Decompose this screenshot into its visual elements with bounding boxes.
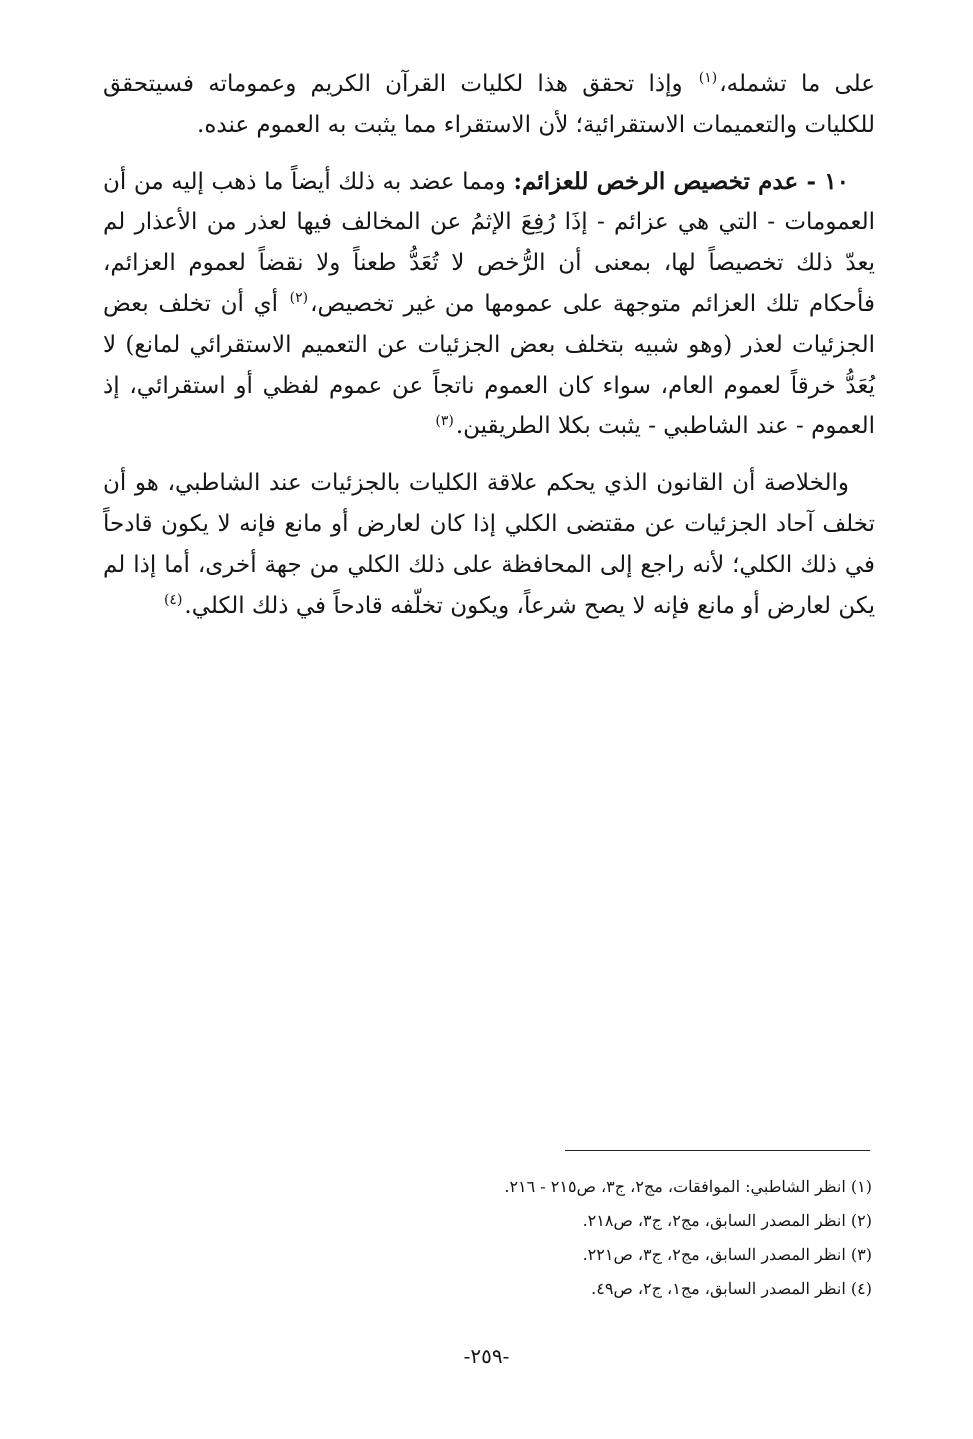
footnote-separator [565,1150,870,1151]
footnote-4: (٤) انظر المصدر السابق، مج١، ج٢، ص٤٩. [591,1279,872,1298]
footnotes-list [420,1170,872,1306]
paragraph-2 [103,162,875,448]
paragraph-3 [103,463,875,626]
footnote-marker-2: (٢) [289,290,309,307]
footnote-marker-4: (٤) [163,591,183,608]
page-number: -٢٥٩- [463,1344,510,1368]
paragraph-3-text: والخلاصة أن القانون الذي يحكم علاقة الكليات بالجزئيات عند الشاطبي، هو أن تخلف آحاد الجزئيات عن مقتضى الكلي إذا كان لعارض أو مانع فإنه لا يكون قادحاً في ذلك الكلي؛ لأنه راجع إلى المحافظة على ذلك الكلي من جهة أخرى، أما إذا لم يكن لعارض أو مانع فإنه لا يصح شرعاً، ويكون تخلّفه قادحاً في ذلك الكلي. [103,470,875,619]
footnote-2: (٢) انظر المصدر السابق، مج٢، ج٣، ص٢١٨. [582,1211,872,1230]
paragraph-1 [103,64,875,146]
main-text [103,64,875,642]
footnote-marker-1: (١) [698,70,718,87]
paragraph-2-text-middle: أي أن تخلف بعض الجزئيات لعذر (وهو شبيه بتخلف بعض الجزئيات عن التعميم الاستقرائي لمانع) لا يُعَدُّ خرقاً لعموم العام، سواء كان العموم ناتجاً عن عموم لفظي أو استقرائي، إذ العموم - عند الشاطبي - يثبت بكلا الطريقين. [103,290,875,440]
footnote-3: (٣) انظر المصدر السابق، مج٢، ج٣، ص٢٢١. [582,1245,872,1264]
section-heading-10: ١٠ - عدم تخصيص الرخص للعزائم: [513,167,849,195]
paragraph-2-text-start: ومما عضد به ذلك أيضاً ما ذهب إليه من أن العمومات - التي هي عزائم - إذَا رُفِعَ الإثمُ عن المخالف فيها لعذر من الأعذار لم يعدّ ذلك تخصيصاً لها، بمعنى أن الرُّخص لا تُعَدُّ طعناً ولا نقضاً لعموم العزائم، فأحكام تلك العزائم متوجهة على عمومها من غير تخصيص، [103,168,875,317]
paragraph-1-text-start: على ما تشمله، [719,71,876,97]
footnote-1: (١) انظر الشاطبي: الموافقات، مج٢، ج٣، ص٢١٥ - ٢١٦. [504,1177,872,1196]
footnote-marker-3: (٣) [435,412,454,429]
paragraph-1-text-end: وإذا تحقق هذا لكليات القرآن الكريم وعموماته فسيتحقق للكليات والتعميمات الاستقرائية؛ لأن الاستقراء مما يثبت به العموم عنده. [103,71,875,138]
